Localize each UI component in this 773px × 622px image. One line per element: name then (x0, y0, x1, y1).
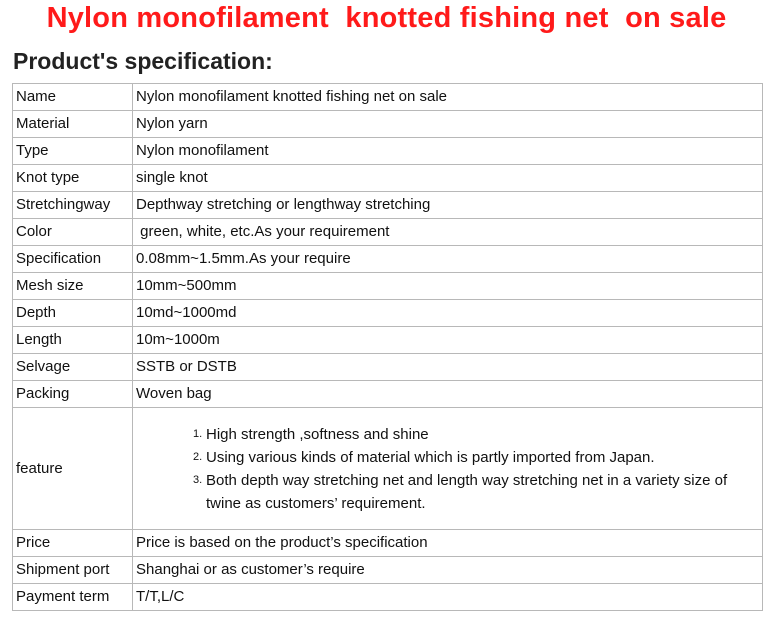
row-label-payment-term: Payment term (13, 584, 133, 611)
spec-table (12, 83, 763, 611)
table-row (13, 354, 763, 381)
table-row (13, 219, 763, 246)
row-label-depth: Depth (13, 300, 133, 327)
row-value-payment-term: T/T,L/C (133, 584, 763, 611)
row-label-feature: feature (13, 408, 133, 530)
row-value-name: Nylon monofilament knotted fishing net on sale (133, 84, 763, 111)
row-value-feature (133, 408, 763, 530)
feature-list (136, 423, 759, 515)
feature-item: High strength ,softness and shine (206, 425, 429, 443)
row-label-specification: Specification (13, 246, 133, 273)
row-value-type: Nylon monofilament (133, 138, 763, 165)
row-label-length: Length (13, 327, 133, 354)
table-row (13, 192, 763, 219)
row-label-price: Price (13, 530, 133, 557)
row-value-length: 10m~1000m (133, 327, 763, 354)
table-row (13, 111, 763, 138)
table-row (13, 84, 763, 111)
table-row (13, 246, 763, 273)
table-row (13, 530, 763, 557)
row-label-color: Color (13, 219, 133, 246)
table-row (13, 327, 763, 354)
row-label-type: Type (13, 138, 133, 165)
table-row (13, 165, 763, 192)
row-value-depth: 10md~1000md (133, 300, 763, 327)
row-value-shipment-port: Shanghai or as customer’s require (133, 557, 763, 584)
row-label-mesh-size: Mesh size (13, 273, 133, 300)
table-row (13, 138, 763, 165)
row-label-shipment-port: Shipment port (13, 557, 133, 584)
feature-item: Using various kinds of material which is partly imported from Japan. (206, 448, 655, 466)
row-value-mesh-size: 10mm~500mm (133, 273, 763, 300)
row-value-material: Nylon yarn (133, 111, 763, 138)
row-value-selvage: SSTB or DSTB (133, 354, 763, 381)
row-label-selvage: Selvage (13, 354, 133, 381)
table-row (13, 381, 763, 408)
page-title: Nylon monofilament knotted fishing net on sale (46, 2, 727, 34)
row-value-color: green, white, etc.As your requirement (133, 219, 763, 246)
row-value-stretchingway: Depthway stretching or lengthway stretching (133, 192, 763, 219)
table-row (13, 273, 763, 300)
section-subtitle: Product's specification: (13, 48, 273, 74)
row-value-packing: Woven bag (133, 381, 763, 408)
table-row (13, 408, 763, 530)
table-row (13, 300, 763, 327)
row-label-name: Name (13, 84, 133, 111)
row-value-specification: 0.08mm~1.5mm.As your require (133, 246, 763, 273)
row-value-knot-type: single knot (133, 165, 763, 192)
row-label-material: Material (13, 111, 133, 138)
row-label-stretchingway: Stretchingway (13, 192, 133, 219)
row-label-knot-type: Knot type (13, 165, 133, 192)
row-label-packing: Packing (13, 381, 133, 408)
feature-item: Both depth way stretching net and length way stretching net in a variety size of twine as customers’ requirement. (206, 471, 728, 512)
table-row (13, 584, 763, 611)
table-row (13, 557, 763, 584)
row-value-price: Price is based on the product’s specification (133, 530, 763, 557)
